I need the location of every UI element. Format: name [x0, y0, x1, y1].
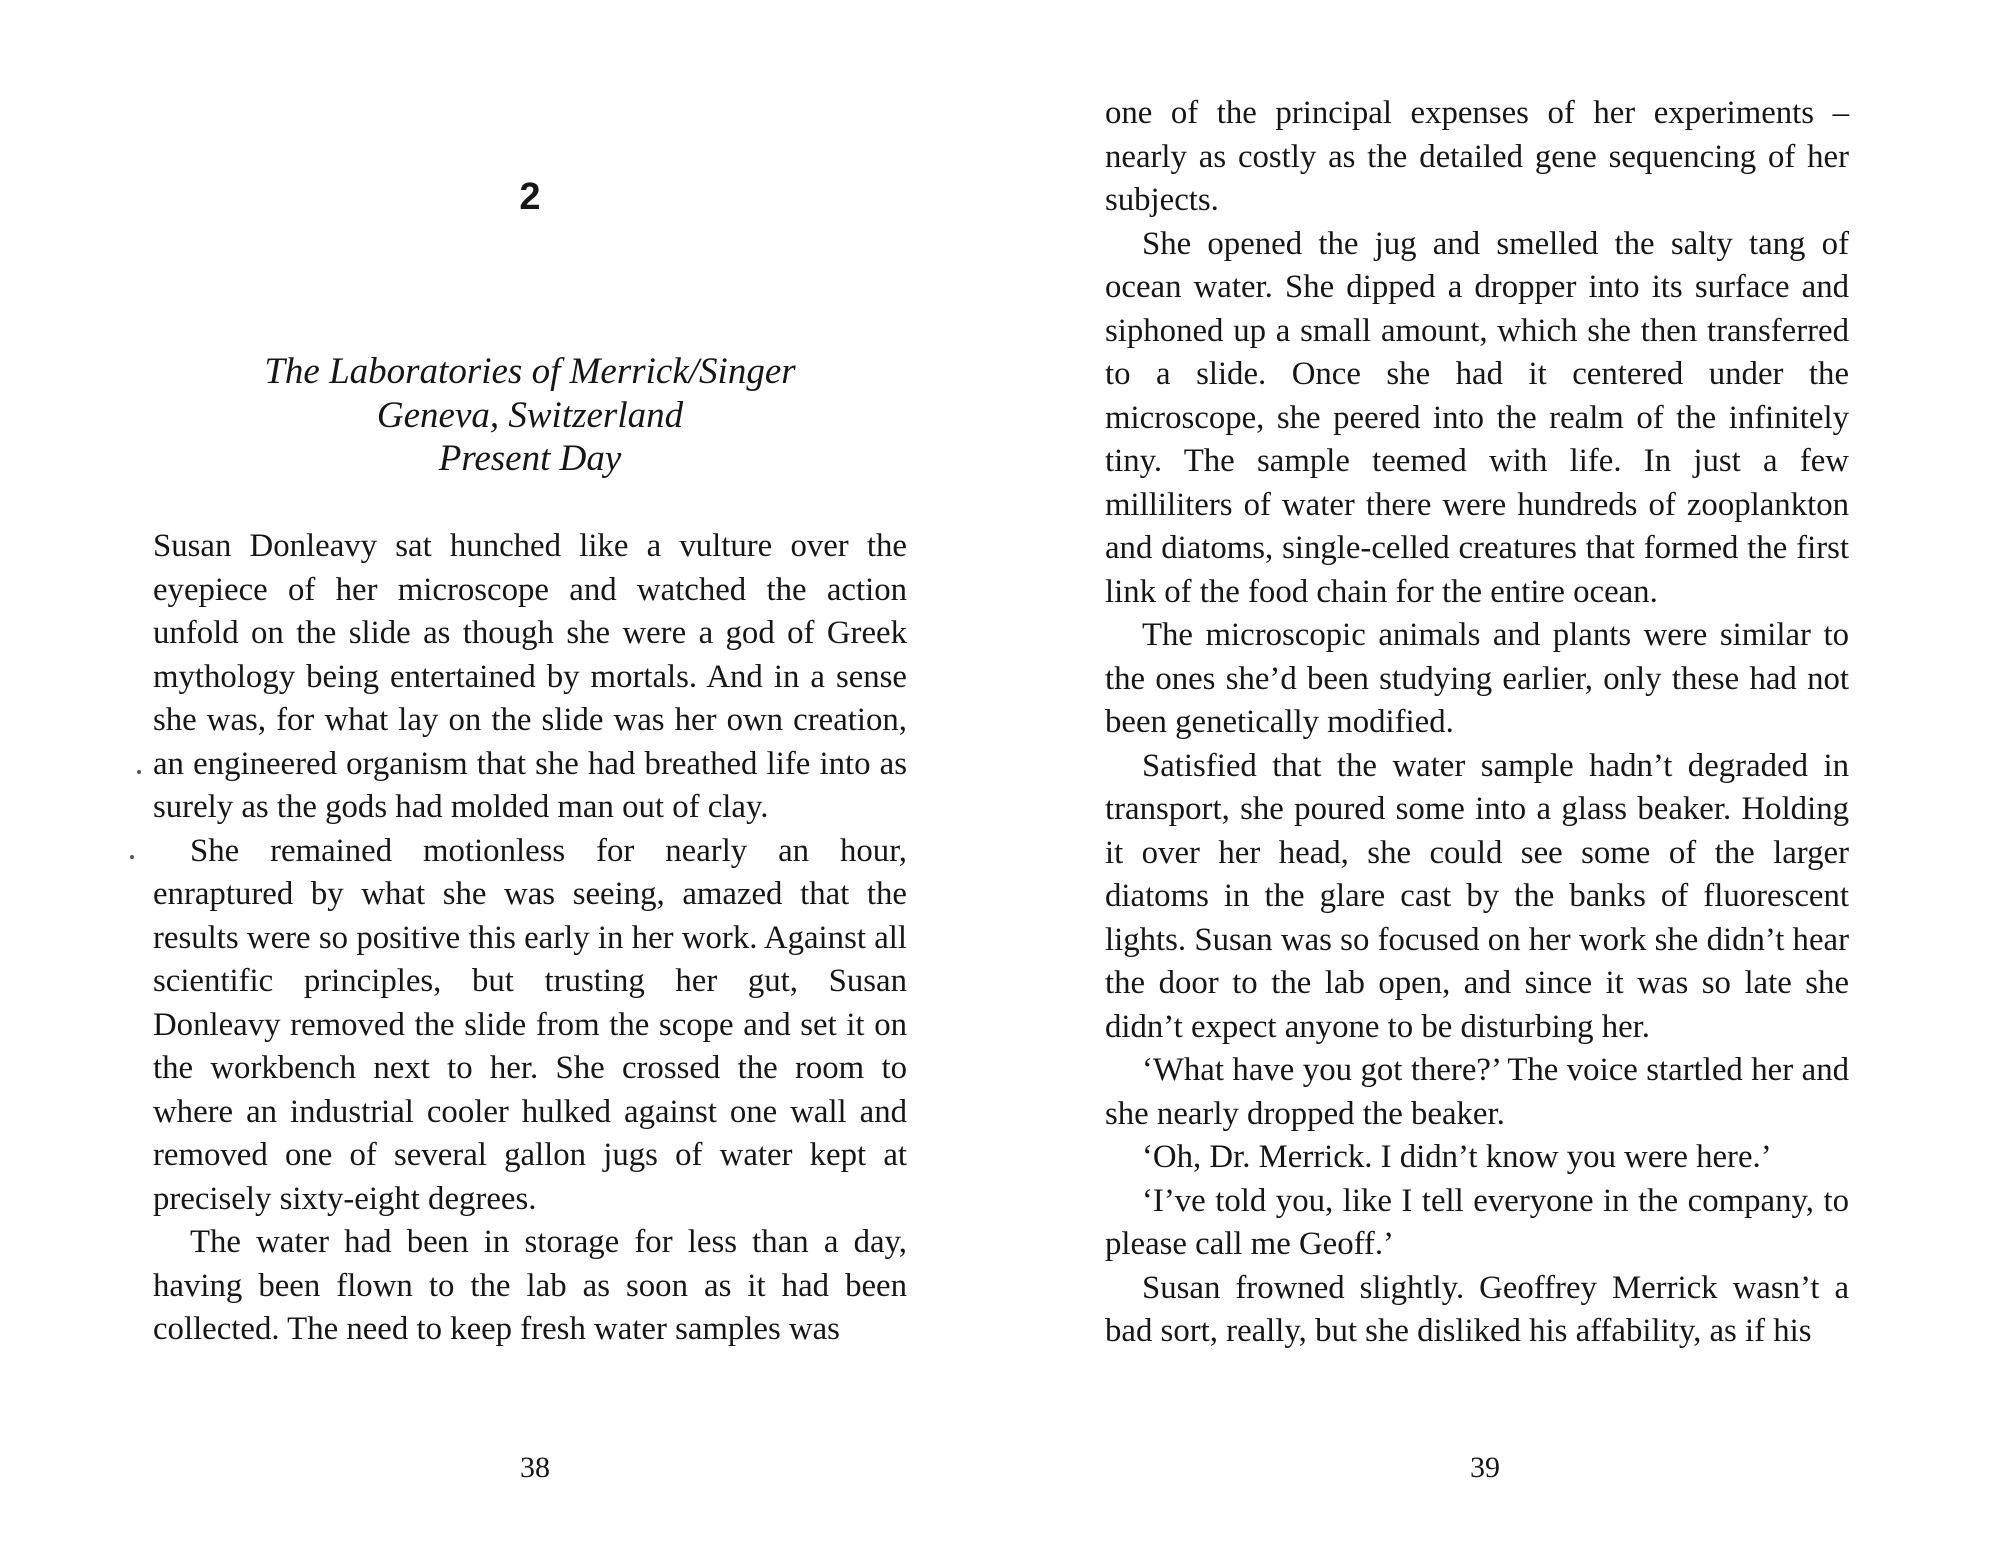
chapter-heading: [180, 350, 880, 481]
paragraph: The microscopic animals and plants were similar to the ones she’d been studying earlier, only these had not been genetically modified.: [1105, 617, 1849, 740]
paragraph: one of the principal expenses of her experiments – nearly as costly as the detailed gene sequencing of her subjects.: [1105, 95, 1849, 218]
paragraph: ‘Oh, Dr. Merrick. I didn’t know you were here.’: [1142, 1139, 1772, 1175]
paragraph: She opened the jug and smelled the salty tang of ocean water. She dipped a dropper into its surface and siphoned up a small amount, which she then transferred to a slide. Once she had it centered under the microscope, she peered into the realm of the infinitely tiny. The sample teemed with life. In just a few milliliters of water there were hundreds of zooplankton and diatoms, single-celled creatures that formed the first link of the food chain for the entire ocean.: [1105, 225, 1849, 610]
paragraph: Satisfied that the water sample hadn’t degraded in transport, she poured some into a glass beaker. Holding it over her head, she could see some of the larger diatoms in the glare cast by the banks of fluorescent lights. Susan was so focused on her work she didn’t hear the door to the lab open, and since it was so late she didn’t expect anyone to be disturbing her.: [1105, 747, 1849, 1045]
paragraph: ‘I’ve told you, like I tell everyone in the company, to please call me Geoff.’: [1105, 1182, 1849, 1262]
heading-location-line-2: Geneva, Switzerland: [376, 394, 684, 436]
heading-location-line-1: The Laboratories of Merrick/Singer: [264, 351, 796, 392]
right-page-body: [1105, 92, 1849, 1354]
paragraph: Susan frowned slightly. Geoffrey Merrick wasn’t a bad sort, really, but she disliked his affability, as if his: [1105, 1269, 1849, 1349]
paragraph: The water had been in storage for less than a day, having been flown to the lab as soon as it had been collected. The need to keep fresh water samples was: [153, 1224, 907, 1347]
scan-speck: [137, 770, 141, 774]
page-number-left: 38: [520, 1451, 550, 1484]
paragraph: ‘What have you got there?’ The voice startled her and she nearly dropped the beaker.: [1105, 1052, 1849, 1132]
page-number-right: 39: [1470, 1451, 1500, 1484]
right-page: [1000, 0, 2000, 1564]
chapter-number: 2: [519, 176, 541, 218]
heading-time-line: Present Day: [438, 438, 622, 479]
paragraph: She remained motionless for nearly an hour, enraptured by what she was seeing, amazed that the results were so positive this early in her work. Against all scientific principles, but trusting her gut, Susan Donleavy removed the slide from the scope and set it on the workbench next to her. She crossed the room to where an industrial cooler hulked against one wall and removed one of several gallon jugs of water kept at precisely sixty-eight degrees.: [153, 832, 907, 1217]
paragraph: Susan Donleavy sat hunched like a vulture over the eyepiece of her microscope and watched the action unfold on the slide as though she were a god of Greek mythology being entertained by mortals. And in a sense she was, for what lay on the slide was her own creation, an engineered organism that she had breathed life into as surely as the gods had molded man out of clay.: [153, 528, 907, 825]
scan-speck: [130, 855, 134, 859]
left-page-body: [153, 525, 907, 1352]
